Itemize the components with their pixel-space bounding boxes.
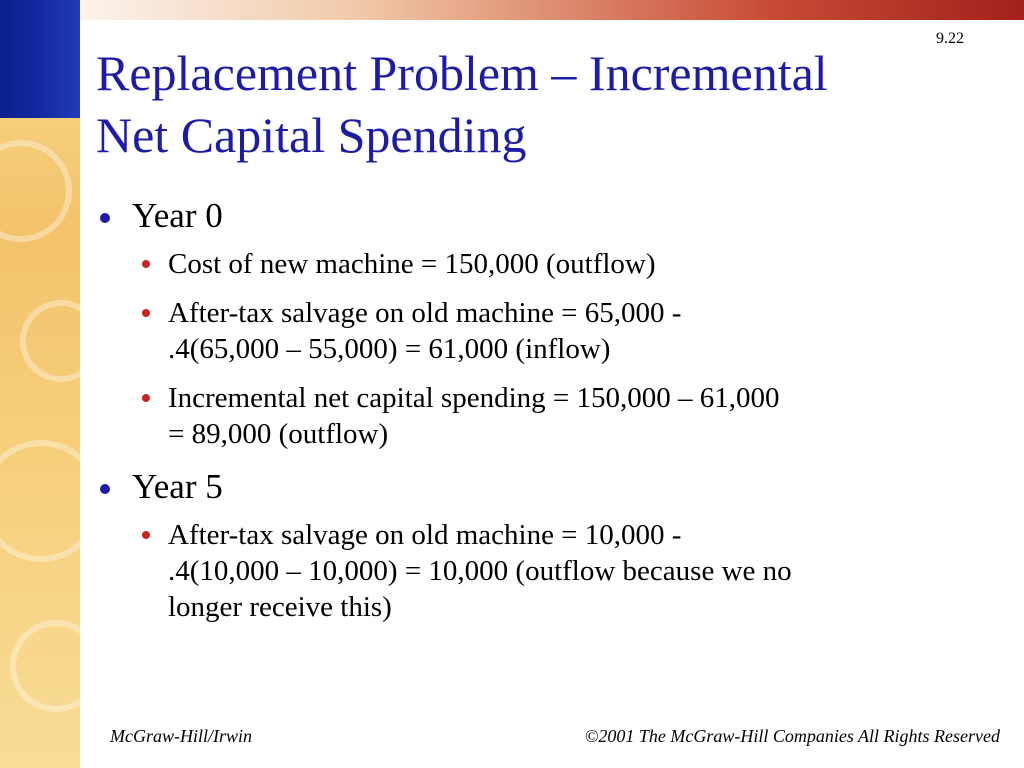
list-item — [96, 517, 998, 625]
section-heading — [96, 465, 1006, 509]
bullet-icon — [100, 484, 110, 494]
list-item — [96, 380, 998, 452]
gear-icon — [0, 140, 72, 242]
bullet-icon — [142, 309, 150, 317]
list-item — [96, 295, 998, 367]
left-decorative-strip — [0, 0, 80, 768]
list-item-text: Cost of new machine = 150,000 (outflow) — [168, 248, 656, 280]
top-decorative-bar — [0, 0, 1024, 20]
list-item-text: .4(10,000 – 10,000) = 10,000 (outflow because we no — [168, 555, 792, 587]
left-strip-blue-block — [0, 0, 80, 118]
section-heading — [96, 194, 1006, 238]
slide-title-line: Net Capital Spending — [96, 107, 527, 163]
footer-copyright: ©2001 The McGraw-Hill Companies All Rights Reserved — [584, 726, 1000, 746]
gear-icon — [20, 300, 80, 382]
list-item — [96, 246, 998, 282]
bullet-icon — [142, 260, 150, 268]
bullet-icon — [142, 394, 150, 402]
slide-title — [96, 42, 1006, 166]
slide-title-line: Replacement Problem – Incremental — [96, 45, 828, 101]
gear-icon — [10, 620, 80, 712]
list-item-text: = 89,000 (outflow) — [168, 418, 389, 450]
list-item-text: After-tax salvage on old machine = 10,000 - — [168, 519, 682, 551]
list-item-text: Incremental net capital spending = 150,000 – 61,000 — [168, 382, 780, 414]
bullet-icon — [142, 531, 150, 539]
list-item-text: .4(65,000 – 55,000) = 61,000 (inflow) — [168, 333, 611, 365]
slide-number: 9.22 — [936, 30, 964, 47]
slide-content — [96, 194, 1006, 638]
list-item-text: longer receive this) — [168, 591, 392, 623]
footer-publisher: McGraw-Hill/Irwin — [110, 726, 252, 746]
section-heading-text: Year 5 — [132, 467, 223, 506]
list-item-text: After-tax salvage on old machine = 65,000 - — [168, 297, 682, 329]
gear-icon — [0, 440, 80, 562]
section-heading-text: Year 0 — [132, 196, 223, 235]
bullet-icon — [100, 213, 110, 223]
